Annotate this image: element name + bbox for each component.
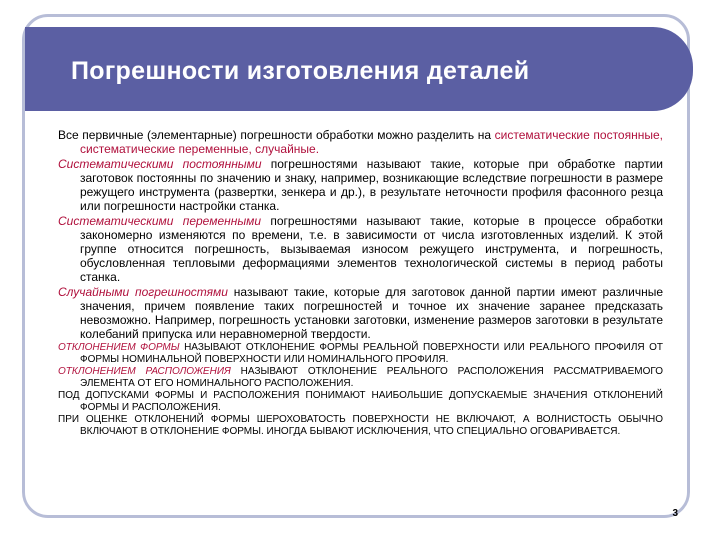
page-number: 3: [672, 508, 678, 519]
paragraph-intro: [58, 128, 663, 156]
slide-title: Погрешности изготовления деталей: [71, 57, 530, 85]
definition-systematic-constant: погрешностями называют такие, которые при обработке партии заготовок постоянны по значению и знаку, например, возникающие вследствие погрешности в размере режущего инструмента (развертки, зенкера и др.), в результате неточности профиля фасонного резца или погрешности настройки станка.: [80, 157, 663, 213]
definition-random: называют такие, которые для заготовок данной партии имеют различные значения, причем появление таких погрешностей и точное их значение заранее предсказать невозможно. Например, погрешность установки заготовки, изменение размеров заготовки в результате колебаний припуска или неравномерной твердости.: [80, 285, 664, 341]
definition-tolerances: ПОД ДОПУСКАМИ ФОРМЫ И РАСПОЛОЖЕНИЯ ПОНИМАЮТ НАИБОЛЬШИЕ ДОПУСКАЕМЫЕ ЗНАЧЕНИЯ ОТКЛОНЕНИЙ ФОРМЫ И РАСПОЛОЖЕНИЯ.: [58, 390, 663, 413]
intro-categories: систематические постоянные, систематические переменные, случайные.: [80, 128, 663, 156]
term-systematic-constant: Систематическими постоянными: [58, 157, 262, 171]
intro-text: Все первичные (элементарные) погрешности обработки можно разделить на: [58, 128, 495, 142]
title-underline: [41, 115, 661, 117]
slide-content: [58, 128, 663, 438]
paragraph-random: [58, 285, 663, 341]
title-band: [25, 27, 693, 111]
definition-location-deviation: НАЗЫВАЮТ ОТКЛОНЕНИЕ РЕАЛЬНОГО РАСПОЛОЖЕНИЯ РАССМАТРИВАЕМОГО ЭЛЕМЕНТА ОТ ЕГО НОМИНАЛЬНОГО РАСПОЛОЖЕНИЯ.: [80, 366, 664, 389]
paragraph-roughness: [58, 414, 663, 437]
paragraph-location-deviation: [58, 366, 663, 389]
term-systematic-variable: Систематическими переменными: [58, 214, 262, 228]
term-form-deviation: ОТКЛОНЕНИЕМ ФОРМЫ: [58, 342, 180, 353]
paragraph-tolerances: [58, 390, 663, 413]
paragraph-systematic-variable: [58, 214, 663, 284]
definition-form-deviation: НАЗЫВАЮТ ОТКЛОНЕНИЕ ФОРМЫ РЕАЛЬНОЙ ПОВЕРХНОСТИ ИЛИ РЕАЛЬНОГО ПРОФИЛЯ ОТ ФОРМЫ НОМИНАЛЬНОЙ ПОВЕРХНОСТИ ИЛИ НОМИНАЛЬНОГО ПРОФИЛЯ.: [80, 342, 664, 365]
definition-roughness: ПРИ ОЦЕНКЕ ОТКЛОНЕНИЙ ФОРМЫ ШЕРОХОВАТОСТЬ ПОВЕРХНОСТИ НЕ ВКЛЮЧАЮТ, А ВОЛНИСТОСТЬ ОБЫЧНО ВКЛЮЧАЮТ В ОТКЛОНЕНИЕ ФОРМЫ. ИНОГДА БЫВАЮТ ИСКЛЮЧЕНИЯ, ЧТО СПЕЦИАЛЬНО ОГОВАРИВАЕТСЯ.: [58, 414, 663, 437]
definition-systematic-variable: погрешностями называют такие, которые в процессе обработки закономерно изменяются по времени, т.е. в зависимости от числа изготовленных изделий. К этой группе относится погрешность, вызываемая износом режущего инструмента, и погрешность, обусловленная тепловыми деформациями элементов технологической системы в период работы станка.: [80, 214, 664, 284]
paragraph-form-deviation: [58, 342, 663, 365]
term-location-deviation: ОТКЛОНЕНИЕМ РАСПОЛОЖЕНИЯ: [58, 366, 231, 377]
term-random: Случайными погрешностями: [58, 285, 228, 299]
paragraph-systematic-constant: [58, 157, 663, 213]
